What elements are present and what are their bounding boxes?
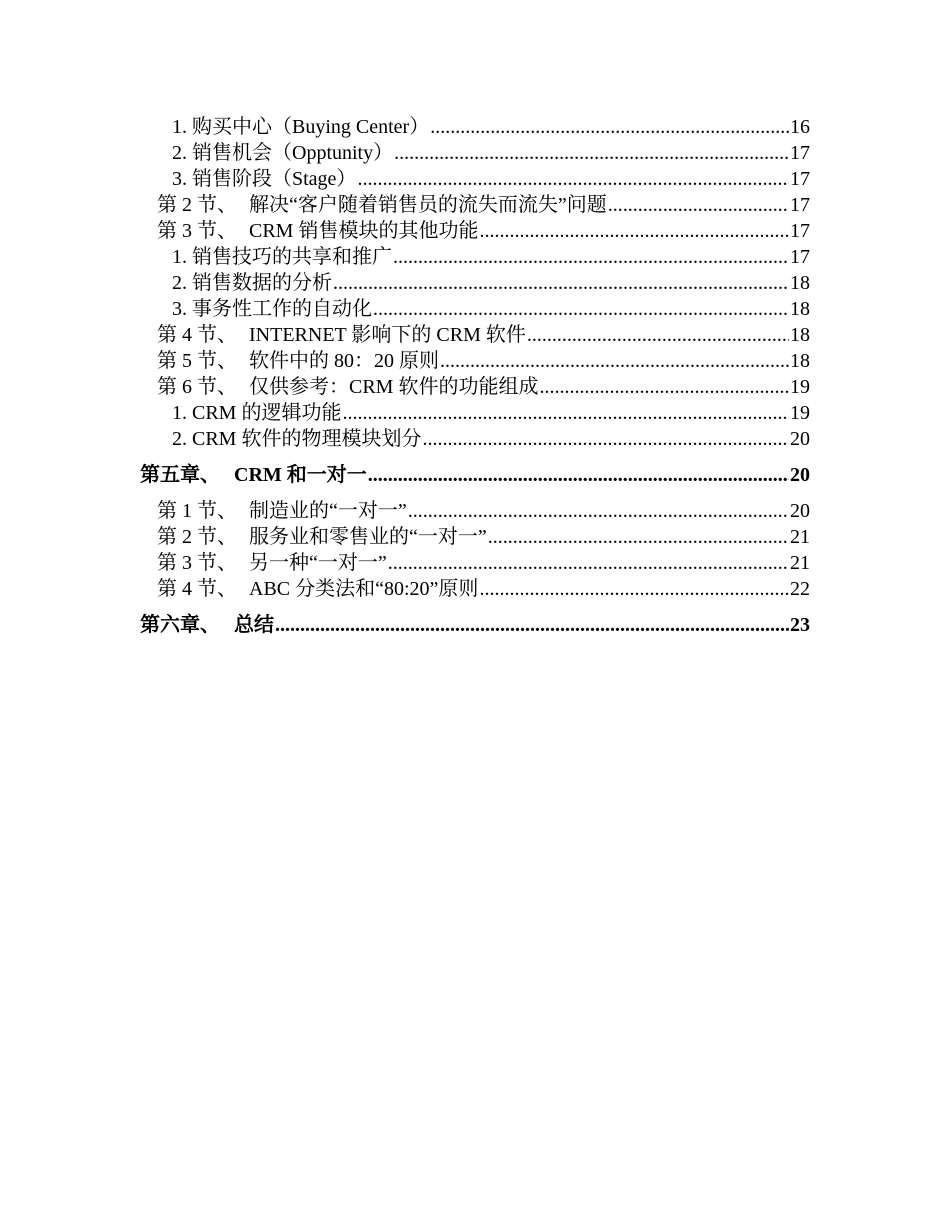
toc-page-number: 23	[790, 614, 810, 636]
toc-entry[interactable]	[140, 140, 810, 166]
toc-page-number: 17	[790, 142, 810, 164]
toc-leader-dots	[440, 348, 789, 374]
toc-leader-dots	[479, 218, 789, 244]
toc-entry-title: 另一种“一对一”	[249, 552, 387, 574]
table-of-contents	[140, 114, 810, 648]
toc-page-number: 20	[790, 500, 810, 522]
toc-page-number: 21	[790, 552, 810, 574]
toc-entry-title: 2. 销售机会（Opptunity）	[172, 142, 394, 164]
toc-entry-title: 制造业的“一对一”	[249, 500, 407, 522]
toc-leader-dots	[342, 400, 789, 426]
toc-leader-dots	[488, 524, 789, 550]
toc-leader-dots	[333, 270, 789, 296]
toc-entry-title: CRM 和一对一	[234, 464, 367, 486]
toc-page-number: 18	[790, 298, 810, 320]
toc-section-number: 第 2 节、	[157, 526, 237, 548]
toc-entry[interactable]	[140, 576, 810, 602]
toc-entry[interactable]	[140, 400, 810, 426]
toc-leader-dots	[408, 498, 789, 524]
toc-leader-dots	[479, 576, 789, 602]
toc-entry[interactable]	[140, 348, 810, 374]
toc-entry-title: 仅供参考：CRM 软件的功能组成	[249, 376, 539, 398]
toc-entry-title: INTERNET 影响下的 CRM 软件	[249, 324, 526, 346]
toc-leader-dots	[608, 192, 789, 218]
toc-entry[interactable]	[140, 192, 810, 218]
toc-chapter-entry[interactable]	[140, 457, 810, 493]
toc-leader-dots	[357, 166, 789, 192]
toc-entry-title: CRM 销售模块的其他功能	[249, 220, 479, 242]
toc-page-number: 16	[790, 116, 810, 138]
toc-page-number: 20	[790, 464, 810, 486]
toc-entry[interactable]	[140, 114, 810, 140]
toc-section-number: 第 2 节、	[157, 194, 237, 216]
toc-entry-title: 2. CRM 软件的物理模块划分	[172, 428, 422, 450]
toc-entry[interactable]	[140, 244, 810, 270]
toc-page-number: 22	[790, 578, 810, 600]
toc-section-number: 第 4 节、	[157, 578, 237, 600]
toc-section-number: 第 5 节、	[157, 350, 237, 372]
toc-leader-dots	[539, 374, 789, 400]
toc-page-number: 17	[790, 220, 810, 242]
toc-entry-title: 总结	[234, 614, 274, 636]
toc-entry[interactable]	[140, 296, 810, 322]
toc-leader-dots	[388, 550, 789, 576]
toc-chapter-number: 第五章、	[140, 464, 220, 486]
toc-entry[interactable]	[140, 524, 810, 550]
toc-entry[interactable]	[140, 322, 810, 348]
toc-entry[interactable]	[140, 498, 810, 524]
toc-chapter-number: 第六章、	[140, 614, 220, 636]
toc-section-number: 第 6 节、	[157, 376, 237, 398]
toc-entry-title: 服务业和零售业的“一对一”	[249, 526, 487, 548]
toc-entry[interactable]	[140, 374, 810, 400]
toc-page-number: 19	[790, 376, 810, 398]
toc-leader-dots	[422, 426, 789, 452]
toc-page-number: 17	[790, 194, 810, 216]
toc-entry-title: 3. 销售阶段（Stage）	[172, 168, 357, 190]
toc-entry-title: 1. CRM 的逻辑功能	[172, 402, 342, 424]
toc-entry[interactable]	[140, 550, 810, 576]
toc-entry[interactable]	[140, 218, 810, 244]
toc-page-number: 17	[790, 168, 810, 190]
toc-entry[interactable]	[140, 270, 810, 296]
toc-leader-dots	[393, 244, 789, 270]
toc-page-number: 18	[790, 324, 810, 346]
toc-entry-title: 解决“客户随着销售员的流失而流失”问题	[249, 194, 607, 216]
toc-leader-dots	[430, 114, 789, 140]
toc-section-number: 第 4 节、	[157, 324, 237, 346]
toc-leader-dots	[527, 322, 789, 348]
toc-entry-title: 3. 事务性工作的自动化	[172, 298, 372, 320]
toc-entry-title: ABC 分类法和“80:20”原则	[249, 578, 479, 600]
toc-page-number: 19	[790, 402, 810, 424]
toc-entry[interactable]	[140, 426, 810, 452]
toc-entry-title: 1. 购买中心（Buying Center）	[172, 116, 430, 138]
toc-page-number: 17	[790, 246, 810, 268]
toc-entry[interactable]	[140, 166, 810, 192]
toc-page-number: 21	[790, 526, 810, 548]
toc-page-number: 20	[790, 428, 810, 450]
toc-leader-dots	[373, 296, 789, 322]
toc-leader-dots	[394, 140, 789, 166]
toc-entry-title: 1. 销售技巧的共享和推广	[172, 246, 392, 268]
toc-section-number: 第 1 节、	[157, 500, 237, 522]
toc-section-number: 第 3 节、	[157, 220, 237, 242]
toc-page-number: 18	[790, 350, 810, 372]
toc-chapter-entry[interactable]	[140, 607, 810, 643]
toc-page-number: 18	[790, 272, 810, 294]
toc-leader-dots	[368, 457, 789, 493]
toc-entry-title: 软件中的 80：20 原则	[249, 350, 439, 372]
toc-leader-dots	[275, 607, 789, 643]
toc-section-number: 第 3 节、	[157, 552, 237, 574]
toc-entry-title: 2. 销售数据的分析	[172, 272, 332, 294]
